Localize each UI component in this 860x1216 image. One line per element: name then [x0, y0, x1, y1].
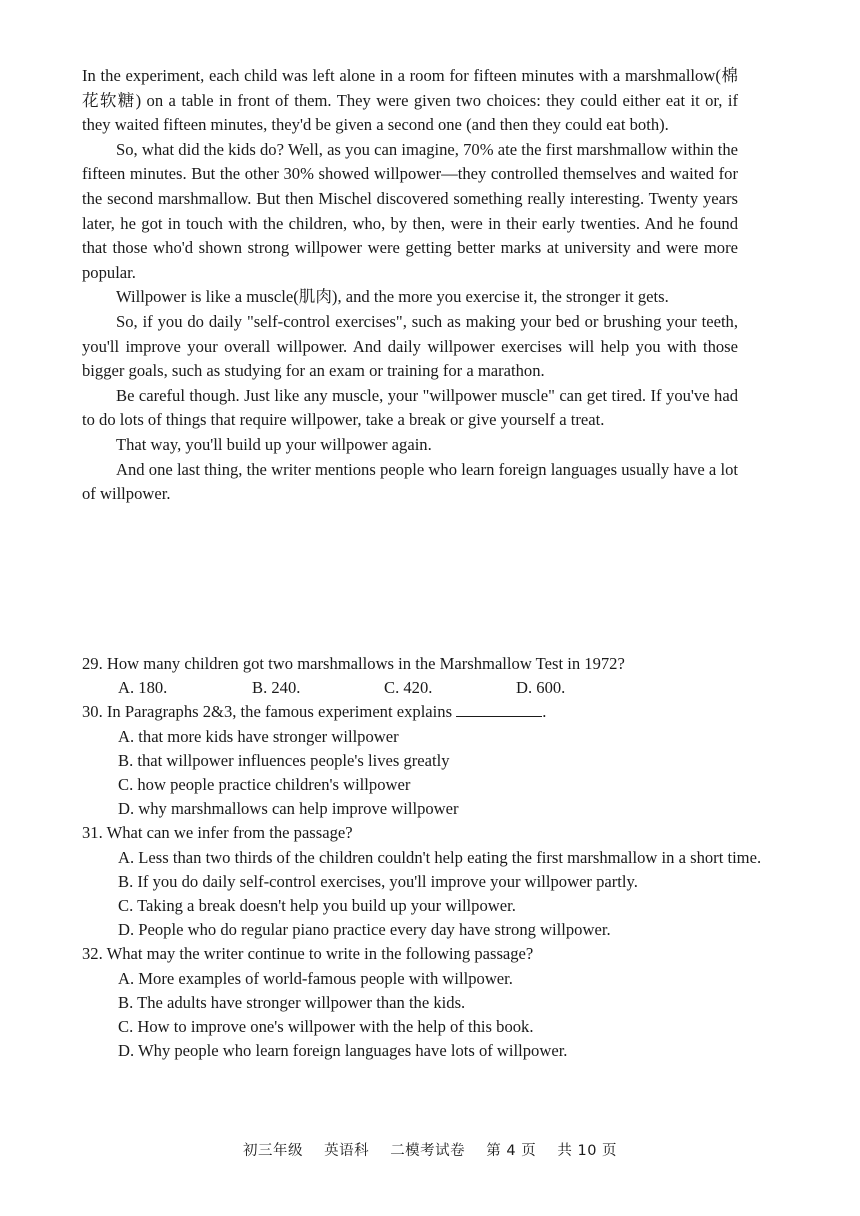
passage-paragraph-1: In the experiment, each child was left alone in a room for fifteen minutes with a marshmallow(棉花软糖) on a table in front of them. They were given two choices: they could either eat it or, if they waited fifteen minutes, they'd be given a second one (and then they could eat both).	[82, 66, 738, 135]
question-section	[82, 652, 762, 1063]
question-30-option-a[interactable]: A. that more kids have stronger willpower	[118, 726, 399, 746]
question-32	[82, 942, 762, 1063]
passage-paragraph-5: Be careful though. Just like any muscle, your "willpower muscle" can get tired. If you've had to do lots of things that require willpower, take a break or give yourself a treat.	[82, 385, 738, 430]
question-31-option-d[interactable]: D. People who do regular piano practice every day have strong willpower.	[118, 920, 611, 940]
answer-blank[interactable]	[456, 701, 542, 717]
passage-paragraph-7: And one last thing, the writer mentions people who learn foreign languages usually have a lot of willpower.	[82, 459, 738, 504]
question-29	[82, 652, 762, 700]
question-29-stem: 29. How many children got two marshmallows in the Marshmallow Test in 1972?	[82, 654, 625, 673]
passage-paragraph-2: So, what did the kids do? Well, as you can imagine, 70% ate the first marshmallow within the fifteen minutes. But the other 30% showed willpower—they controlled themselves and waited for the second marshmallow. But then Mischel discovered something really interesting. Twenty years later, he got in touch with the children, who, by then, were in their early twenties. And he found that those who'd shown strong willpower were getting better marks at university and were more popular.	[82, 139, 738, 282]
question-32-stem: 32. What may the writer continue to write in the following passage?	[82, 944, 534, 964]
question-29-option-b[interactable]: B. 240.	[252, 678, 301, 698]
question-32-option-b[interactable]: B. The adults have stronger willpower than the kids.	[118, 992, 466, 1012]
footer-page-number: 第 4 页	[486, 1143, 537, 1159]
question-30-stem	[82, 700, 762, 724]
question-30-stem-text: 30. In Paragraphs 2&3, the famous experiment explains	[82, 702, 457, 722]
footer-grade: 初三年级	[242, 1143, 303, 1159]
question-31-option-a[interactable]: A. Less than two thirds of the children couldn't help eating the first marshmallow in a short time.	[118, 847, 762, 867]
footer-exam-name: 二模考试卷	[390, 1143, 466, 1159]
question-30-stem-end: .	[542, 702, 547, 722]
question-32-option-a[interactable]: A. More examples of world-famous people with willpower.	[118, 968, 513, 988]
question-29-option-a[interactable]: A. 180.	[118, 678, 168, 698]
question-31	[82, 821, 762, 942]
question-31-stem: 31. What can we infer from the passage?	[82, 823, 353, 843]
footer-total-pages: 共 10 页	[557, 1143, 618, 1159]
question-31-option-b[interactable]: B. If you do daily self-control exercises, you'll improve your willpower partly.	[118, 871, 638, 891]
question-29-options	[118, 676, 762, 700]
question-32-option-c[interactable]: C. How to improve one's willpower with the help of this book.	[118, 1017, 534, 1037]
question-29-option-d[interactable]: D. 600.	[516, 678, 566, 698]
passage-paragraph-6: That way, you'll build up your willpower again.	[116, 434, 432, 454]
question-31-option-c[interactable]: C. Taking a break doesn't help you build up your willpower.	[118, 896, 516, 916]
footer-subject: 英语科	[324, 1143, 370, 1159]
question-30-option-b[interactable]: B. that willpower influences people's lives greatly	[118, 750, 450, 770]
reading-passage	[82, 64, 738, 507]
question-32-option-d[interactable]: D. Why people who learn foreign languages have lots of willpower.	[118, 1041, 568, 1061]
question-30	[82, 700, 762, 821]
passage-paragraph-4: So, if you do daily "self-control exercises", such as making your bed or brushing your teeth, you'll improve your overall willpower. And daily willpower exercises will help you with those bigger goals, such as studying for an exam or training for a marathon.	[82, 311, 738, 381]
question-29-option-c[interactable]: C. 420.	[384, 678, 433, 698]
page-footer	[0, 1139, 860, 1160]
passage-paragraph-3: Willpower is like a muscle(肌肉), and the more you exercise it, the stronger it gets.	[116, 287, 669, 307]
question-30-option-d[interactable]: D. why marshmallows can help improve willpower	[118, 799, 459, 819]
question-30-option-c[interactable]: C. how people practice children's willpower	[118, 775, 411, 795]
